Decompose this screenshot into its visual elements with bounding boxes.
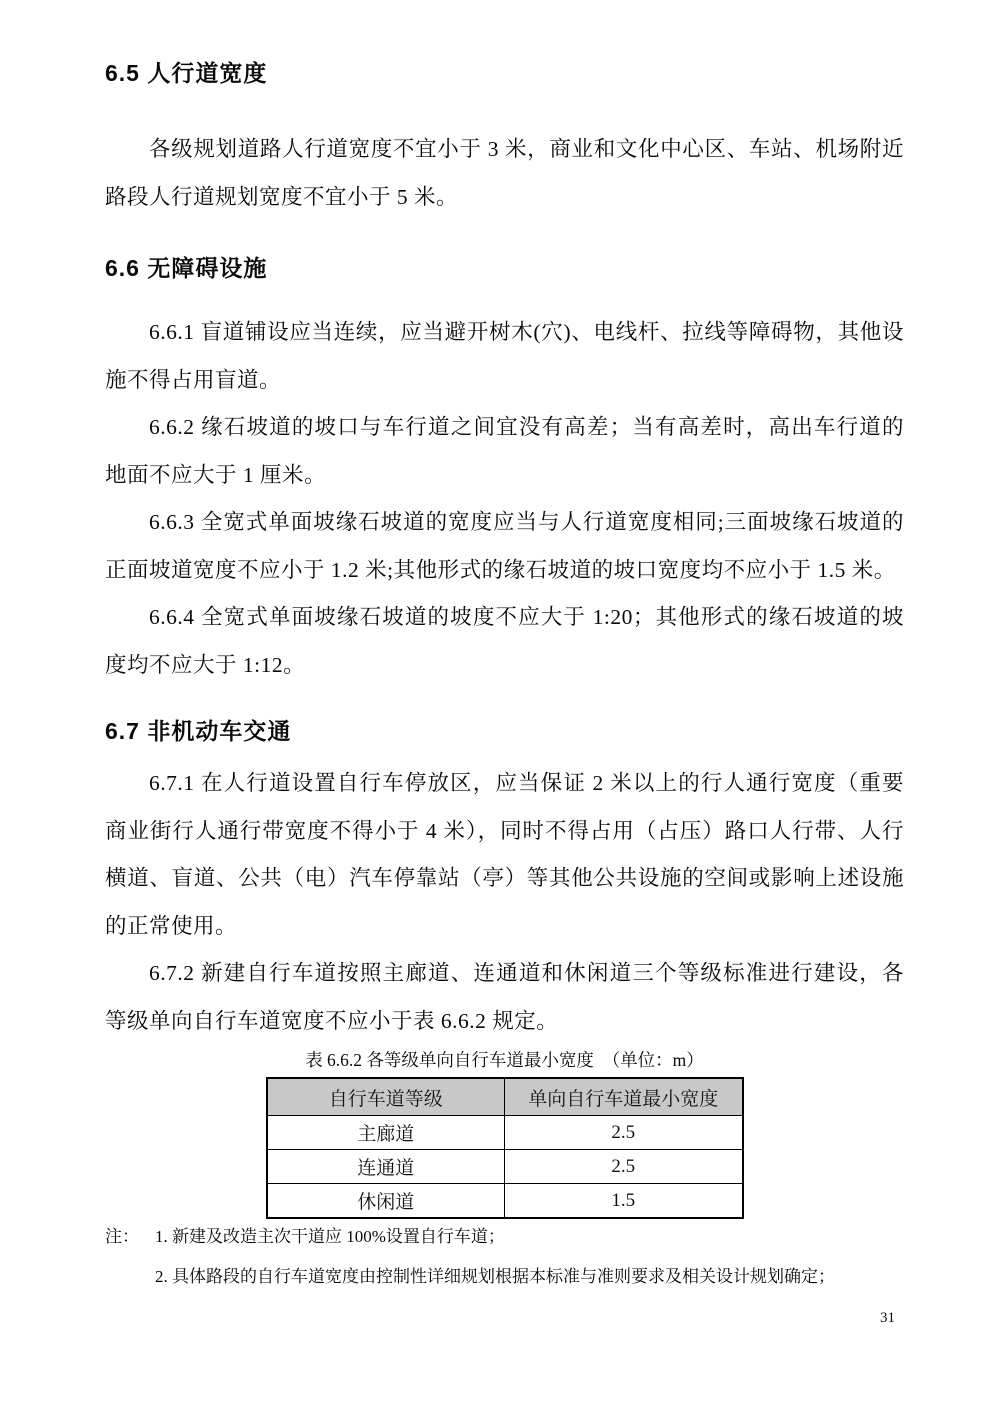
notes-list — [155, 1225, 835, 1289]
table-caption: 表 6.6.2 各等级单向自行车道最小宽度 （单位：m） — [305, 1050, 704, 1070]
paragraph-6-6-1: 6.6.1 盲道铺设应当连续，应当避开树木(穴)、电线杆、拉线等障碍物，其他设施不得占用盲道。 — [105, 320, 904, 392]
table-row — [267, 1150, 743, 1184]
table-header-row — [267, 1078, 743, 1116]
paragraph-6-7-1: 6.7.1 在人行道设置自行车停放区，应当保证 2 米以上的行人通行宽度（重要商业街行人通行带宽度不得小于 4 米），同时不得占用（占压）路口人行带、人行横道、盲道、公共（电）汽车停靠站（亭）等其他公共设施的空间或影响上述设施的正常使用。 — [105, 771, 904, 938]
paragraph-6-6-2: 6.6.2 缘石坡道的坡口与车行道之间宜没有高差；当有高差时，高出车行道的地面不应大于 1 厘米。 — [105, 415, 904, 487]
section-heading-6-6: 6.6 无障碍设施 — [105, 255, 268, 281]
paragraph-6-6-3: 6.6.3 全宽式单面坡缘石坡道的宽度应当与人行道宽度相同;三面坡缘石坡道的正面坡道宽度不应小于 1.2 米;其他形式的缘石坡道的坡口宽度均不应小于 1.5 米。 — [105, 510, 904, 582]
table-notes — [105, 1225, 904, 1289]
paragraph-6-7-2: 6.7.2 新建自行车道按照主廊道、连通道和休闲道三个等级标准进行建设，各等级单向自行车道宽度不应小于表 6.6.2 规定。 — [105, 961, 904, 1033]
section-heading-6-7: 6.7 非机动车交通 — [105, 718, 292, 744]
page-number: 31 — [880, 1310, 895, 1326]
section-heading-6-5: 6.5 人行道宽度 — [105, 60, 268, 86]
paragraph-6-6-4: 6.6.4 全宽式单面坡缘石坡道的坡度不应大于 1:20；其他形式的缘石坡道的坡度均不应大于 1:12。 — [105, 605, 904, 677]
table-cell-grade: 连通道 — [267, 1150, 505, 1184]
table-cell-width: 2.5 — [505, 1116, 743, 1150]
table-cell-width: 2.5 — [505, 1150, 743, 1184]
table-cell-width: 1.5 — [505, 1184, 743, 1219]
table-header-lane-grade: 自行车道等级 — [267, 1078, 505, 1116]
notes-label: 注： — [105, 1227, 139, 1246]
section-6-7-body — [105, 760, 904, 1045]
table-header-min-width: 单向自行车道最小宽度 — [505, 1078, 743, 1116]
table-cell-grade: 休闲道 — [267, 1184, 505, 1219]
note-item-1: 1. 新建及改造主次干道应 100%设置自行车道； — [155, 1227, 505, 1246]
bike-lane-width-table — [266, 1077, 744, 1219]
table-cell-grade: 主廊道 — [267, 1116, 505, 1150]
table-row — [267, 1184, 743, 1219]
table-row — [267, 1116, 743, 1150]
section-6-5-body — [105, 126, 904, 221]
document-content — [105, 58, 904, 1289]
section-6-6-body — [105, 309, 904, 689]
paragraph-6-5: 各级规划道路人行道宽度不宜小于 3 米，商业和文化中心区、车站、机场附近路段人行道规划宽度不宜小于 5 米。 — [105, 137, 904, 209]
note-item-2: 2. 具体路段的自行车道宽度由控制性详细规划根据本标准与准则要求及相关设计规划确定； — [155, 1267, 835, 1286]
